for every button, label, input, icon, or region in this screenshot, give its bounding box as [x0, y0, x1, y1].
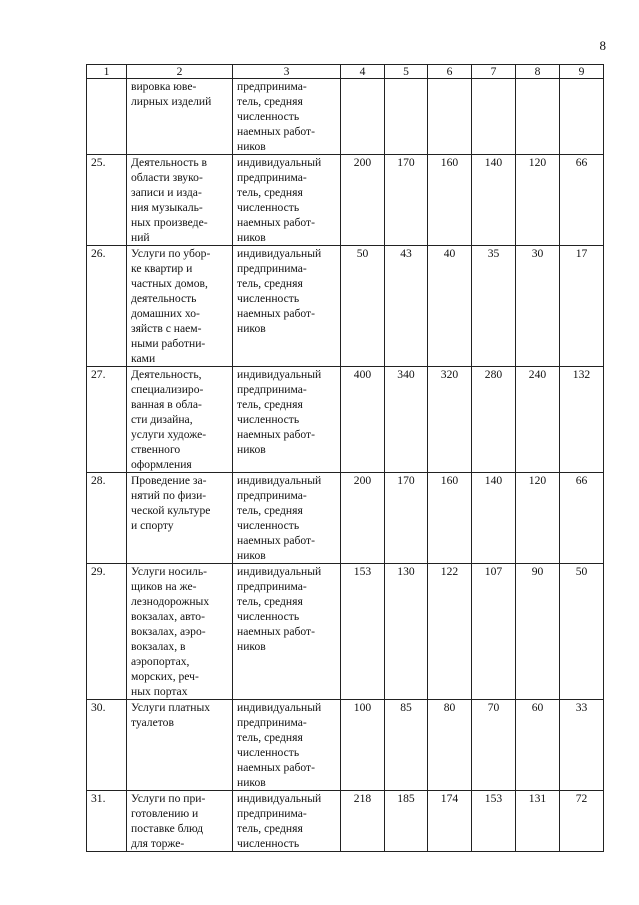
value-cell — [341, 155, 385, 246]
row-number-text: 25. — [91, 156, 106, 169]
taxpayer-category — [233, 246, 341, 367]
row-number — [87, 700, 127, 791]
value-cell — [341, 79, 385, 155]
row-number — [87, 791, 127, 852]
value-cell — [560, 246, 604, 367]
header-cell: 5 — [385, 65, 428, 79]
value-cell-text: 85 — [400, 701, 412, 714]
taxpayer-category-text: индивидуальный предпринима- тель, средняя численность наемных работ- ников — [237, 474, 322, 562]
value-cell — [428, 155, 472, 246]
table-row — [87, 473, 604, 564]
value-cell-text: 160 — [440, 474, 459, 487]
header-cell: 9 — [560, 65, 604, 79]
value-cell-text: 218 — [353, 792, 372, 805]
row-number — [87, 79, 127, 155]
value-cell — [385, 367, 428, 473]
activity-description-text: Услуги по при- готовлению и поставке блюд для торже- — [131, 792, 206, 850]
value-cell — [341, 367, 385, 473]
value-cell-text: 120 — [528, 474, 547, 487]
value-cell-text: 43 — [400, 247, 412, 260]
value-cell — [472, 79, 516, 155]
value-cell-text: 50 — [356, 247, 369, 260]
value-cell-text: 340 — [397, 368, 415, 381]
value-cell — [472, 564, 516, 700]
header-cell: 4 — [341, 65, 385, 79]
activity-description — [127, 564, 233, 700]
value-cell-text: 50 — [575, 565, 588, 578]
row-number-text: 31. — [91, 792, 106, 805]
value-cell-text: 280 — [484, 368, 503, 381]
value-cell — [385, 791, 428, 852]
value-cell — [560, 473, 604, 564]
value-cell — [341, 564, 385, 700]
value-cell — [516, 564, 560, 700]
value-cell-text: 66 — [575, 474, 588, 487]
value-cell — [472, 246, 516, 367]
row-number-text: 27. — [91, 368, 106, 381]
table-row — [87, 700, 604, 791]
value-cell — [560, 791, 604, 852]
value-cell-text: 132 — [572, 368, 591, 381]
taxpayer-category — [233, 473, 341, 564]
value-cell-text: 200 — [353, 156, 372, 169]
value-cell-text: 130 — [397, 565, 415, 578]
value-cell — [341, 473, 385, 564]
row-number-text: 28. — [91, 474, 106, 487]
value-cell-text: 131 — [528, 792, 547, 805]
value-cell-text: 33 — [575, 701, 588, 714]
value-cell — [428, 791, 472, 852]
table-row — [87, 564, 604, 700]
taxpayer-category — [233, 791, 341, 852]
value-cell — [341, 246, 385, 367]
value-cell — [428, 700, 472, 791]
value-cell-text: 60 — [531, 701, 544, 714]
activity-description-text: вировка юве- лирных изделий — [131, 80, 212, 108]
value-cell — [385, 79, 428, 155]
value-cell — [428, 473, 472, 564]
header-row — [87, 65, 604, 79]
taxpayer-category — [233, 155, 341, 246]
value-cell-text: 35 — [487, 247, 500, 260]
value-cell — [385, 564, 428, 700]
activity-description-text: Проведение за- нятий по физи- ческой культуре и спорту — [131, 474, 211, 532]
value-cell-text: 80 — [443, 701, 456, 714]
row-number-text: 29. — [91, 565, 106, 578]
value-cell — [385, 155, 428, 246]
value-cell-text: 153 — [484, 792, 503, 805]
activity-description — [127, 155, 233, 246]
value-cell-text: 17 — [575, 247, 588, 260]
header-cell: 1 — [87, 65, 127, 79]
value-cell-text: 170 — [397, 474, 415, 487]
taxpayer-category — [233, 79, 341, 155]
value-cell — [341, 791, 385, 852]
value-cell-text: 140 — [484, 156, 503, 169]
value-cell — [385, 246, 428, 367]
row-number-text: 30. — [91, 701, 106, 714]
value-cell — [516, 473, 560, 564]
row-number — [87, 473, 127, 564]
value-cell — [472, 155, 516, 246]
value-cell — [516, 246, 560, 367]
header-cell: 6 — [428, 65, 472, 79]
taxpayer-category-text: индивидуальный предпринима- тель, средняя численность наемных работ- ников — [237, 565, 322, 653]
activity-description-text: Деятельность, специализиро- ванная в обла- сти дизайна, услуги художе- ственного оформления — [131, 368, 207, 471]
header-cell: 3 — [233, 65, 341, 79]
taxpayer-category — [233, 700, 341, 791]
value-cell-text: 160 — [440, 156, 459, 169]
activity-description-text: Услуги по убор- ке квартир и частных домов, деятельность домашних хо- зяйств с наем- ными работни- ками — [131, 247, 211, 365]
value-cell — [516, 79, 560, 155]
value-cell — [341, 700, 385, 791]
value-cell — [560, 79, 604, 155]
value-cell-text: 122 — [440, 565, 459, 578]
value-cell — [560, 564, 604, 700]
activity-description — [127, 700, 233, 791]
value-cell-text: 200 — [353, 474, 372, 487]
header-cell: 7 — [472, 65, 516, 79]
value-cell-text: 72 — [575, 792, 588, 805]
activity-description — [127, 79, 233, 155]
value-cell — [516, 700, 560, 791]
taxpayer-category-text: индивидуальный предпринима- тель, средняя численность наемных работ- ников — [237, 156, 322, 244]
value-cell-text: 30 — [531, 247, 544, 260]
value-cell — [560, 155, 604, 246]
row-number — [87, 246, 127, 367]
value-cell — [472, 367, 516, 473]
value-cell — [428, 367, 472, 473]
activity-description-text: Услуги носиль- щиков на же- лезнодорожных вокзалах, авто- вокзалах, аэро- вокзалах, в аэропортах, морских, реч- ных портах — [131, 565, 210, 698]
taxpayer-category-text: индивидуальный предпринима- тель, средняя численность — [237, 792, 322, 850]
value-cell — [560, 367, 604, 473]
value-cell — [428, 79, 472, 155]
activity-description — [127, 473, 233, 564]
row-number — [87, 155, 127, 246]
activity-description — [127, 246, 233, 367]
table-row — [87, 79, 604, 155]
header-cell: 2 — [127, 65, 233, 79]
taxpayer-category-text: индивидуальный предпринима- тель, средняя численность наемных работ- ников — [237, 368, 322, 456]
value-cell-text: 170 — [397, 156, 415, 169]
value-cell — [516, 791, 560, 852]
value-cell — [385, 700, 428, 791]
taxpayer-category-text: предпринима- тель, средняя численность наемных работ- ников — [237, 80, 315, 153]
header-cell: 8 — [516, 65, 560, 79]
value-cell-text: 185 — [397, 792, 415, 805]
activity-description — [127, 791, 233, 852]
taxpayer-category — [233, 564, 341, 700]
value-cell — [385, 473, 428, 564]
taxpayer-category-text: индивидуальный предпринима- тель, средняя численность наемных работ- ников — [237, 701, 322, 789]
value-cell — [560, 700, 604, 791]
page-number: 8 — [599, 38, 606, 53]
table-row — [87, 246, 604, 367]
row-number-text: 26. — [91, 247, 106, 260]
row-number — [87, 367, 127, 473]
table-row — [87, 367, 604, 473]
value-cell — [472, 700, 516, 791]
value-cell-text: 100 — [353, 701, 372, 714]
table-row — [87, 155, 604, 246]
taxpayer-category — [233, 367, 341, 473]
value-cell-text: 120 — [528, 156, 547, 169]
value-cell-text: 70 — [487, 701, 500, 714]
value-cell-text: 66 — [575, 156, 588, 169]
value-cell-text: 107 — [484, 565, 503, 578]
tariff-table — [86, 64, 604, 852]
value-cell — [472, 791, 516, 852]
taxpayer-category-text: индивидуальный предпринима- тель, средняя численность наемных работ- ников — [237, 247, 322, 335]
value-cell-text: 153 — [353, 565, 372, 578]
value-cell-text: 40 — [443, 247, 456, 260]
value-cell-text: 320 — [440, 368, 459, 381]
value-cell — [428, 564, 472, 700]
value-cell-text: 140 — [484, 474, 503, 487]
activity-description-text: Деятельность в области звуко- записи и изда- ния музыкаль- ных произведе- ний — [131, 156, 208, 244]
value-cell-text: 174 — [440, 792, 459, 805]
table-row — [87, 791, 604, 852]
value-cell — [516, 367, 560, 473]
value-cell-text: 400 — [353, 368, 372, 381]
activity-description — [127, 367, 233, 473]
row-number — [87, 564, 127, 700]
value-cell — [472, 473, 516, 564]
activity-description-text: Услуги платных туалетов — [131, 701, 211, 729]
value-cell-text: 90 — [531, 565, 544, 578]
value-cell — [428, 246, 472, 367]
value-cell — [516, 155, 560, 246]
value-cell-text: 240 — [528, 368, 547, 381]
